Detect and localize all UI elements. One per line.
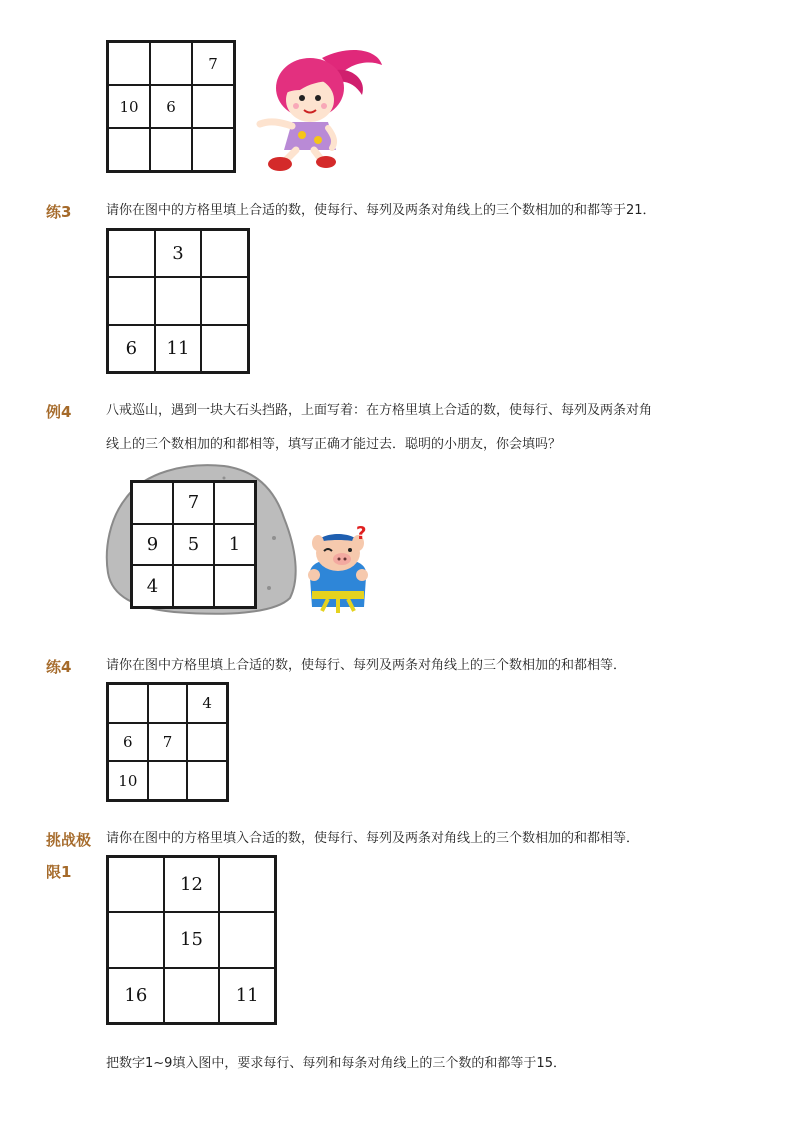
footer-instruction-text: 把数字1~9填入图中，要求每行、每列和每条对角线上的三个数的和都等于15． <box>106 1056 566 1071</box>
grid-cell[interactable]: 4 <box>187 684 227 723</box>
grid-cell[interactable] <box>108 230 155 277</box>
grid-cell[interactable] <box>132 482 173 524</box>
grid-cell[interactable] <box>201 230 248 277</box>
grid-cell[interactable] <box>219 912 275 967</box>
challenge-label-line2: 限1 <box>46 863 72 881</box>
practice4-question-text: 请你在图中方格里填上合适的数，使每行、每列及两条对角线上的三个数相加的和都相等． <box>106 658 627 673</box>
pig-zhubajie-icon <box>298 525 378 615</box>
challenge-question-text: 请你在图中的方格里填入合适的数，使每行、每列及两条对角线上的三个数相加的和都相等． <box>106 831 640 846</box>
grid-cell[interactable]: 10 <box>108 761 148 800</box>
grid-cell[interactable]: 11 <box>219 968 275 1023</box>
practice3-number-grid <box>106 228 250 374</box>
grid-cell[interactable] <box>108 128 150 171</box>
grid-cell[interactable]: 6 <box>108 723 148 762</box>
grid-cell[interactable] <box>214 482 255 524</box>
grid-cell[interactable]: 6 <box>108 325 155 372</box>
grid-cell[interactable] <box>192 85 234 128</box>
grid-cell[interactable]: 1 <box>214 524 255 566</box>
practice4-label: 练4 <box>46 658 72 676</box>
challenge-label-line1: 挑战极 <box>46 831 92 849</box>
grid-cell[interactable]: 5 <box>173 524 214 566</box>
grid-cell[interactable] <box>108 857 164 912</box>
grid-cell[interactable] <box>155 277 202 324</box>
example4-number-grid <box>130 480 257 609</box>
example4-question-line2: 线上的三个数相加的和都相等，填写正确才能过去．聪明的小朋友，你会填吗？ <box>106 437 562 452</box>
grid-cell[interactable] <box>173 565 214 607</box>
grid-cell[interactable] <box>148 761 188 800</box>
grid-cell[interactable] <box>108 912 164 967</box>
example4-question-line1: 八戒巡山，遇到一块大石头挡路，上面写着：在方格里填上合适的数，使每行、每列及两条对角 <box>106 403 653 418</box>
grid-cell[interactable] <box>108 277 155 324</box>
grid-cell[interactable] <box>201 277 248 324</box>
grid-cell[interactable] <box>108 42 150 85</box>
grid-cell[interactable]: 6 <box>150 85 192 128</box>
grid-cell[interactable]: 11 <box>155 325 202 372</box>
grid-cell[interactable]: 3 <box>155 230 202 277</box>
grid-cell[interactable] <box>148 684 188 723</box>
grid-cell[interactable] <box>150 42 192 85</box>
grid-cell[interactable]: 7 <box>173 482 214 524</box>
example4-label: 例4 <box>46 403 72 421</box>
grid-cell[interactable] <box>187 723 227 762</box>
practice3-label: 练3 <box>46 203 72 221</box>
grid-cell[interactable] <box>219 857 275 912</box>
question-mark: ? <box>356 525 367 544</box>
grid-cell[interactable] <box>214 565 255 607</box>
grid-cell[interactable] <box>150 128 192 171</box>
grid-cell[interactable] <box>108 684 148 723</box>
practice3-question-text: 请你在图中的方格里填上合适的数，使每行、每列及两条对角线上的三个数相加的和都等于21． <box>106 203 656 218</box>
grid-cell[interactable]: 4 <box>132 565 173 607</box>
practice4-number-grid <box>106 682 229 802</box>
grid-cell[interactable]: 16 <box>108 968 164 1023</box>
grid-cell[interactable]: 7 <box>148 723 188 762</box>
top-number-grid <box>106 40 236 173</box>
grid-cell[interactable]: 9 <box>132 524 173 566</box>
grid-cell[interactable]: 7 <box>192 42 234 85</box>
grid-cell[interactable] <box>192 128 234 171</box>
grid-cell[interactable] <box>187 761 227 800</box>
grid-cell[interactable] <box>201 325 248 372</box>
challenge-number-grid <box>106 855 277 1025</box>
grid-cell[interactable]: 12 <box>164 857 220 912</box>
grid-cell[interactable]: 15 <box>164 912 220 967</box>
grid-cell[interactable] <box>164 968 220 1023</box>
cartoon-girl-icon <box>252 40 387 175</box>
grid-cell[interactable]: 10 <box>108 85 150 128</box>
